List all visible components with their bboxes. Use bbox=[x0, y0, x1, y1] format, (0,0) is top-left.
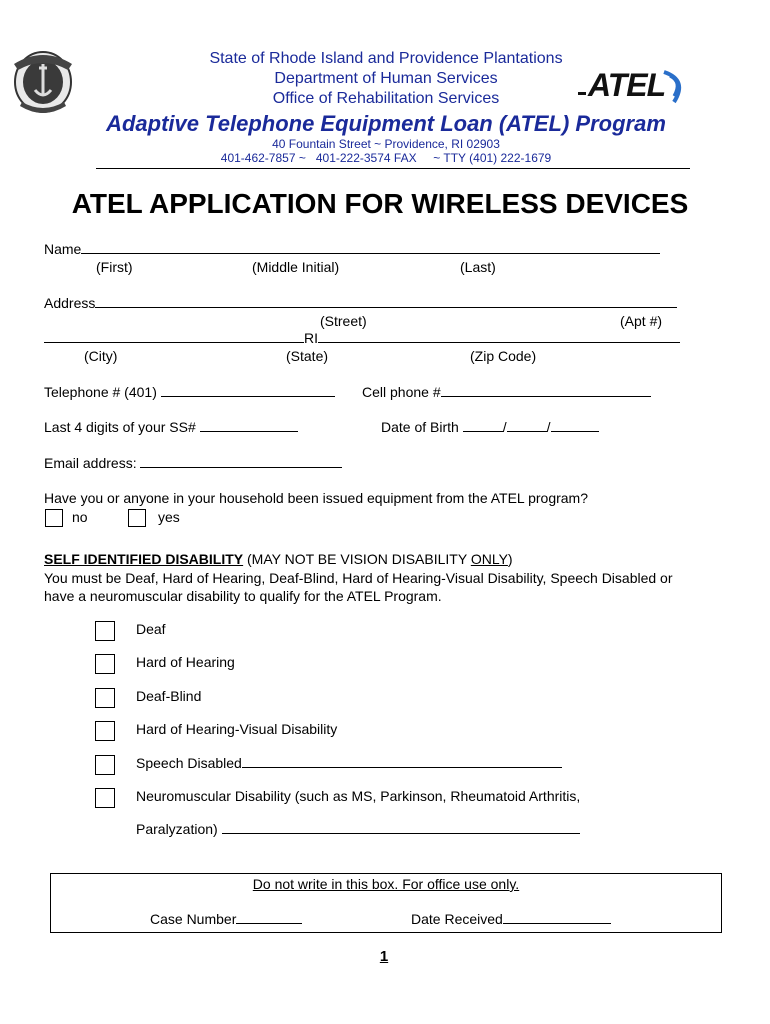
date-received-field[interactable] bbox=[503, 911, 611, 924]
zip-label: (Zip Code) bbox=[470, 348, 537, 364]
state-label: (State) bbox=[286, 348, 329, 364]
speech-disabled-row bbox=[136, 755, 562, 771]
atel-logo-text: ATEL bbox=[588, 67, 666, 103]
telephone-row bbox=[44, 384, 335, 400]
address-label: Address bbox=[44, 295, 96, 311]
ri-label: RI bbox=[304, 330, 318, 346]
dob-day-field[interactable] bbox=[507, 419, 547, 432]
neuromuscular-field[interactable] bbox=[222, 821, 580, 834]
email-field[interactable] bbox=[140, 455, 342, 468]
header-address: 40 Fountain Street ~ Providence, RI 02903 bbox=[272, 137, 500, 151]
disability-qualifier-pre: (MAY NOT BE VISION DISABILITY bbox=[247, 551, 471, 567]
case-number-field[interactable] bbox=[236, 911, 302, 924]
disability-desc-1: You must be Deaf, Hard of Hearing, Deaf-Blind, Hard of Hearing-Visual Disability, Speech Disabled or bbox=[44, 570, 673, 586]
cell-label: Cell phone # bbox=[362, 384, 441, 400]
middle-label: (Middle Initial) bbox=[252, 259, 340, 275]
email-row bbox=[44, 455, 342, 471]
speech-disabled-checkbox[interactable] bbox=[95, 755, 115, 775]
hard-of-hearing-checkbox[interactable] bbox=[95, 654, 115, 674]
hoh-visual-label: Hard of Hearing-Visual Disability bbox=[136, 721, 338, 737]
street-field[interactable] bbox=[95, 295, 677, 308]
telephone-label: Telephone # (401) bbox=[44, 384, 157, 400]
ss-label: Last 4 digits of your SS# bbox=[44, 419, 196, 435]
header-state: State of Rhode Island and Providence Plantations bbox=[209, 50, 563, 67]
paralyzation-row bbox=[136, 821, 580, 837]
header-office: Office of Rehabilitation Services bbox=[272, 90, 500, 107]
disability-qualifier-post: ) bbox=[507, 551, 513, 567]
state-seal bbox=[10, 42, 76, 118]
apt-label: (Apt #) bbox=[620, 313, 663, 329]
deaf-blind-label: Deaf-Blind bbox=[136, 688, 202, 704]
yes-checkbox[interactable] bbox=[128, 509, 146, 527]
prior-question: Have you or anyone in your household been issued equipment from the ATEL program? bbox=[44, 490, 588, 506]
program-title: Adaptive Telephone Equipment Loan (ATEL) Program bbox=[106, 111, 666, 136]
city-row bbox=[44, 330, 680, 346]
deaf-checkbox[interactable] bbox=[95, 621, 115, 641]
cell-field[interactable] bbox=[441, 384, 651, 397]
atel-logo bbox=[578, 66, 690, 106]
no-label: no bbox=[72, 509, 88, 525]
last-label: (Last) bbox=[460, 259, 496, 275]
city-field[interactable] bbox=[44, 330, 304, 343]
dob-year-field[interactable] bbox=[551, 419, 599, 432]
ss-row bbox=[44, 419, 298, 435]
header-phones: 401-462-7857 ~ 401-222-3574 FAX ~ TTY (401) 222-1679 bbox=[220, 151, 552, 165]
speech-disabled-label: Speech Disabled bbox=[136, 755, 242, 771]
page-number: 1 bbox=[379, 948, 389, 965]
name-field[interactable] bbox=[81, 241, 660, 254]
yes-label: yes bbox=[158, 509, 180, 525]
name-row bbox=[44, 241, 660, 257]
deaf-blind-checkbox[interactable] bbox=[95, 688, 115, 708]
dob-label: Date of Birth bbox=[381, 419, 459, 435]
neuromuscular-checkbox[interactable] bbox=[95, 788, 115, 808]
speech-disabled-field[interactable] bbox=[242, 755, 562, 768]
hard-of-hearing-label: Hard of Hearing bbox=[136, 654, 235, 670]
dob-month-field[interactable] bbox=[463, 419, 503, 432]
city-label: (City) bbox=[84, 348, 118, 364]
deaf-label: Deaf bbox=[136, 621, 166, 637]
case-number-row bbox=[150, 911, 302, 927]
cell-row bbox=[362, 384, 651, 400]
page-title: ATEL APPLICATION FOR WIRELESS DEVICES bbox=[71, 188, 689, 219]
disability-qualifier-only: ONLY bbox=[470, 551, 508, 567]
hoh-visual-checkbox[interactable] bbox=[95, 721, 115, 741]
dob-row: Date of Birth / / bbox=[381, 419, 599, 435]
office-use-note: Do not write in this box. For office use only. bbox=[252, 876, 520, 892]
disability-heading-row bbox=[44, 551, 513, 567]
telephone-field[interactable] bbox=[161, 384, 335, 397]
ss-field[interactable] bbox=[200, 419, 298, 432]
street-label: (Street) bbox=[320, 313, 367, 329]
header-department: Department of Human Services bbox=[274, 70, 498, 87]
header-divider bbox=[96, 168, 690, 169]
disability-desc-2: have a neuromuscular disability to qualify for the ATEL Program. bbox=[44, 588, 442, 604]
disability-heading: SELF IDENTIFIED DISABILITY bbox=[44, 551, 244, 567]
email-label: Email address: bbox=[44, 455, 137, 471]
no-checkbox[interactable] bbox=[45, 509, 63, 527]
first-label: (First) bbox=[96, 259, 133, 275]
paralyzation-label: Paralyzation) bbox=[136, 821, 218, 837]
date-received-label: Date Received bbox=[411, 911, 503, 927]
case-number-label: Case Number bbox=[150, 911, 237, 927]
neuromuscular-label: Neuromuscular Disability (such as MS, Parkinson, Rheumatoid Arthritis, bbox=[136, 788, 581, 804]
name-label: Name bbox=[44, 241, 82, 257]
address-row bbox=[44, 295, 677, 311]
date-received-row bbox=[411, 911, 611, 927]
zip-field[interactable] bbox=[318, 330, 680, 343]
